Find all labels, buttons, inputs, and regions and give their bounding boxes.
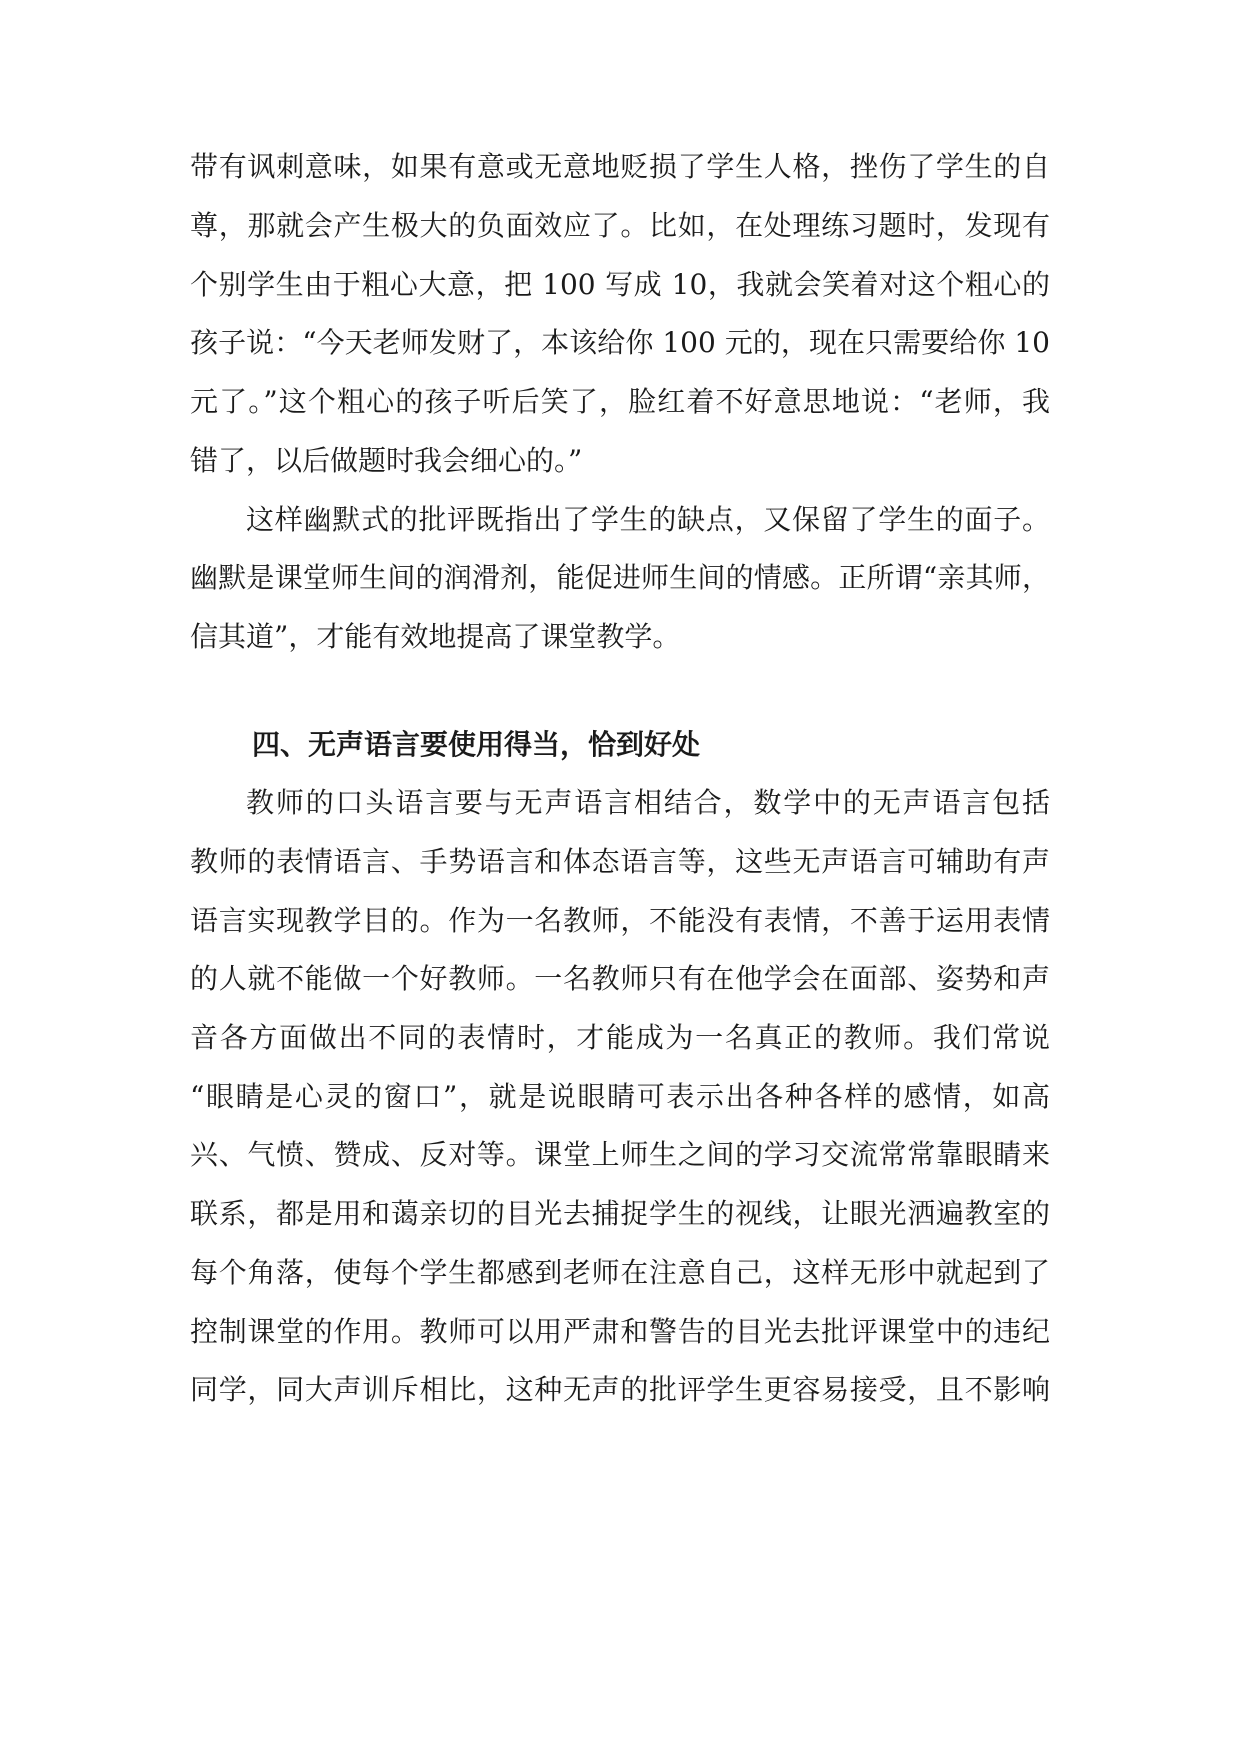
text-line: 联系，都是用和蔼亲切的目光去捕捉学生的视线，让眼光洒遍教室的 [190,1197,1050,1230]
text-line: “眼睛是心灵的窗口”，就是说眼睛可表示出各种各样的感情，如高 [190,1080,1050,1113]
text-line: 兴、气愤、赞成、反对等。课堂上师生之间的学习交流常常靠眼睛来 [190,1138,1050,1171]
text-line: 带有讽刺意味，如果有意或无意地贬损了学生人格，挫伤了学生的自 [190,150,1050,183]
text-line: 孩子说：“今天老师发财了，本该给你 100 元的，现在只需要给你 10 [190,326,1050,359]
text-line: 音各方面做出不同的表情时，才能成为一名真正的教师。我们常说 [190,1021,1050,1054]
text-line: 同学，同大声训斥相比，这种无声的批评学生更容易接受，且不影响 [190,1373,1050,1406]
section-heading: 四、无声语言要使用得当，恰到好处 [252,728,701,761]
text-line: 错了，以后做题时我会细心的。” [190,444,583,477]
text-line: 教师的表情语言、手势语言和体态语言等，这些无声语言可辅助有声 [190,845,1050,878]
text-line: 幽默是课堂师生间的润滑剂，能促进师生间的情感。正所谓“亲其师， [190,561,1050,594]
text-line: 尊，那就会产生极大的负面效应了。比如，在处理练习题时，发现有 [190,209,1050,242]
text-line: 语言实现教学目的。作为一名教师，不能没有表情，不善于运用表情 [190,904,1050,937]
text-line: 控制课堂的作用。教师可以用严肃和警告的目光去批评课堂中的违纪 [190,1315,1050,1348]
text-line: 信其道”，才能有效地提高了课堂教学。 [190,620,681,653]
text-line: 这样幽默式的批评既指出了学生的缺点，又保留了学生的面子。 [246,503,1050,536]
text-line: 的人就不能做一个好教师。一名教师只有在他学会在面部、姿势和声 [190,962,1050,995]
text-line: 元了。”这个粗心的孩子听后笑了，脸红着不好意思地说：“老师，我 [190,385,1050,418]
text-line: 每个角落，使每个学生都感到老师在注意自己，这样无形中就起到了 [190,1256,1050,1289]
text-line: 教师的口头语言要与无声语言相结合，数学中的无声语言包括 [246,786,1050,819]
text-line: 个别学生由于粗心大意，把 100 写成 10，我就会笑着对这个粗心的 [190,268,1050,301]
